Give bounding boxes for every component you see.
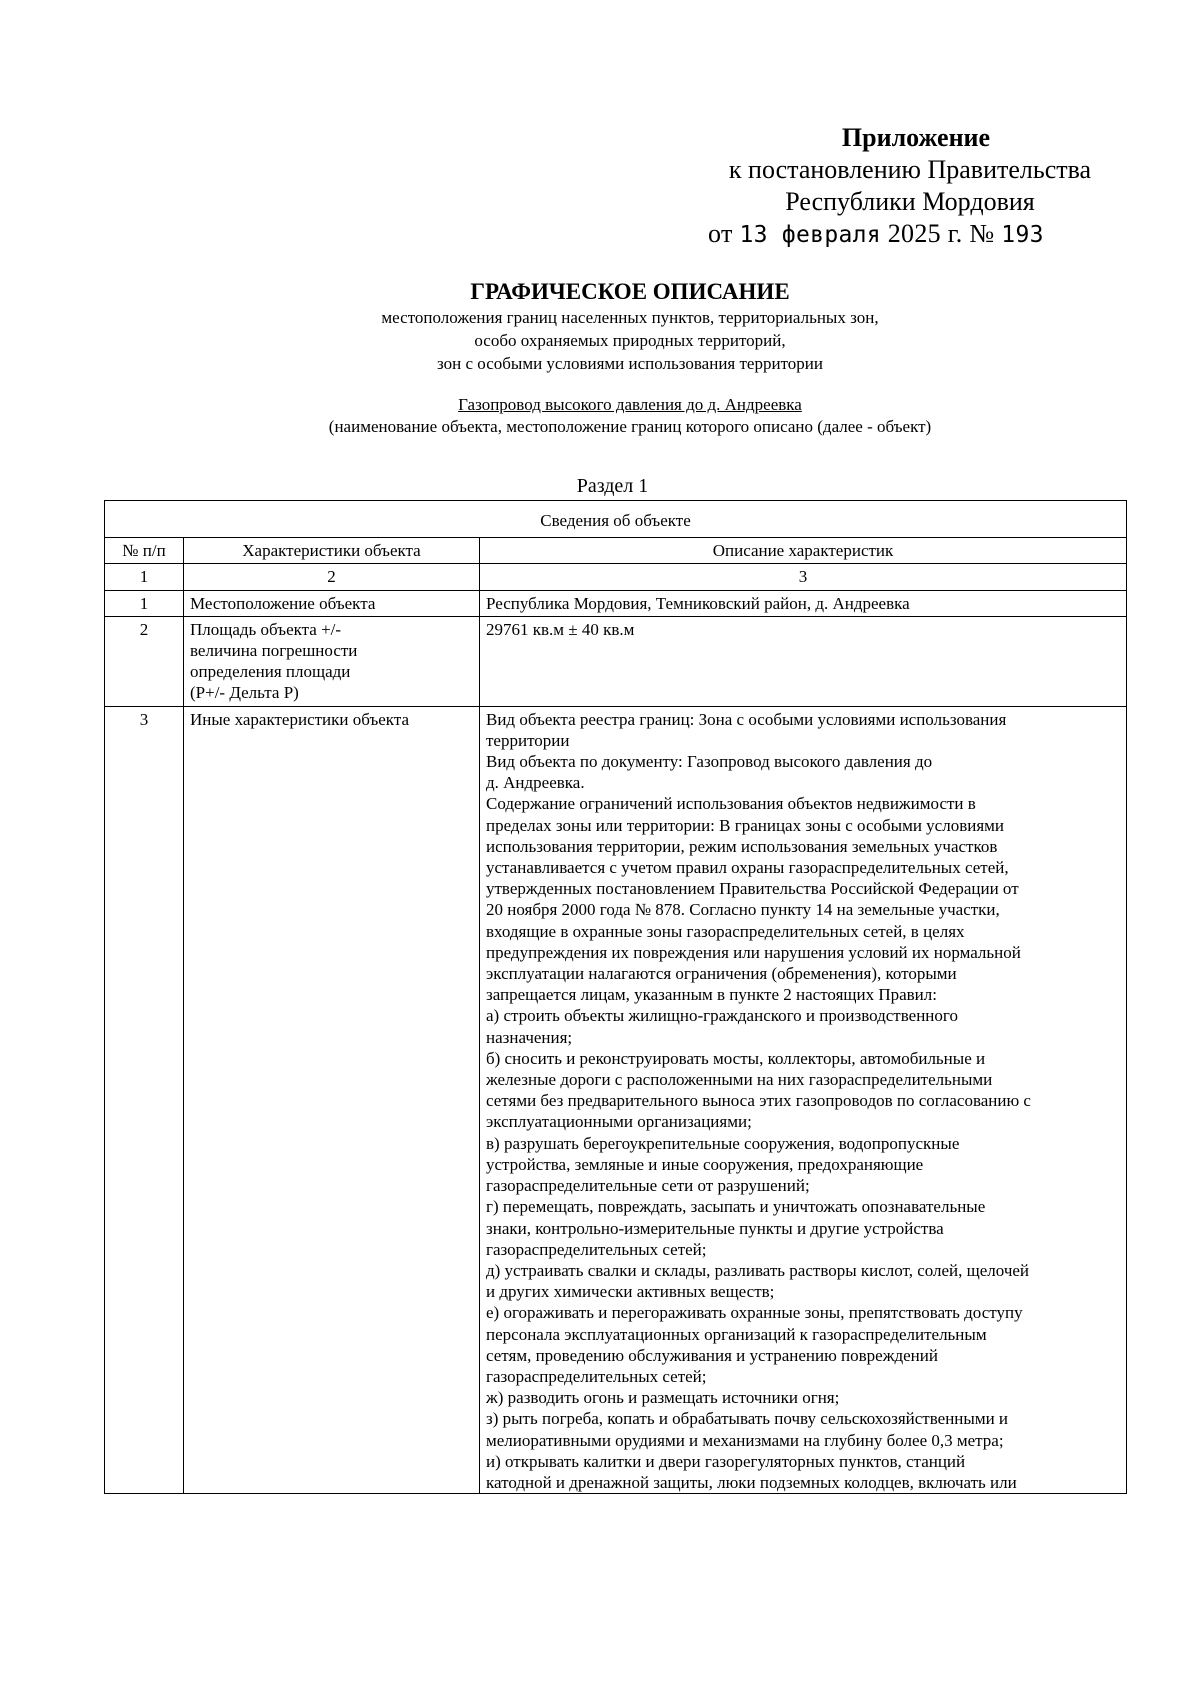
object-note: (наименование объекта, местоположение границ которого описано (далее - объект): [328, 417, 932, 436]
characteristic-line: Местоположение объекта: [190, 593, 376, 613]
description-line: территории: [486, 730, 570, 750]
description-line: сетями без предварительного выноса этих газопроводов по согласованию с: [486, 1091, 1031, 1111]
description-line: 29761 кв.м ± 40 кв.м: [486, 619, 635, 639]
description-line: Вид объекта реестра границ: Зона с особыми условиями использования: [486, 709, 1007, 729]
description-line: д) устраивать свалки и склады, разливать растворы кислот, солей, щелочей: [486, 1260, 1030, 1280]
header-num: № п/п: [105, 538, 184, 564]
col-number-3: 3: [480, 564, 1127, 590]
object-name: Газопровод высокого давления до д. Андреевка: [458, 395, 802, 414]
description-line: и других химически активных веществ;: [486, 1282, 775, 1302]
row-description: [480, 616, 1127, 706]
description-line: газораспределительных сетей;: [486, 1239, 707, 1259]
description-line: б) сносить и реконструировать мосты, коллекторы, автомобильные и: [486, 1048, 986, 1068]
description-line: в) разрушать берегоукрепительные сооружения, водопропускные: [486, 1133, 960, 1153]
col-number-2: 2: [184, 564, 480, 590]
date-year: 2025 г. №: [887, 219, 995, 248]
description-line: мелиоративными орудиями и механизмами на глубину более 0,3 метра;: [486, 1430, 1004, 1450]
appendix-line-2: Республики Мордовия: [785, 187, 1035, 216]
characteristic-line: (Р+/- Дельта Р): [190, 683, 299, 703]
decree-number: 193: [1001, 222, 1044, 248]
description-line: и) открывать калитки и двери газорегуляторных пунктов, станций: [486, 1451, 966, 1471]
description-line: а) строить объекты жилищно-гражданского и производственного: [486, 1006, 958, 1026]
description-line: эксплуатации налагаются ограничения (обременения), которыми: [486, 964, 957, 984]
table-caption-row: [105, 501, 1127, 538]
description-line: Республика Мордовия, Темниковский район, д. Андреевка: [486, 593, 910, 613]
characteristic-line: определения площади: [190, 662, 351, 682]
col-number-1: 1: [105, 564, 184, 590]
subtitle-line-2: особо охраняемых природных территорий,: [474, 331, 786, 350]
table-row: [105, 590, 1127, 616]
description-line: Содержание ограничений использования объектов недвижимости в: [486, 794, 976, 814]
subtitle-line-1: местоположения границ населенных пунктов, территориальных зон,: [381, 308, 879, 327]
header-description: Описание характеристик: [480, 538, 1127, 564]
subtitle-line-3: зон с особыми условиями использования территории: [437, 354, 823, 373]
description-line: персонала эксплуатационных организаций к газораспределительным: [486, 1324, 987, 1344]
appendix-block: [700, 122, 1120, 251]
table-row: [105, 706, 1127, 1494]
table-col-number-row: [105, 564, 1127, 590]
description-line: входящие в охранные зоны газораспределительных сетей, в целях: [486, 921, 965, 941]
description-line: з) рыть погреба, копать и обрабатывать почву сельскохозяйственными и: [486, 1409, 1009, 1429]
description-line: утвержденных постановлением Правительства Российской Федерации от: [486, 879, 1019, 899]
description-line: знаки, контрольно-измерительные пункты и другие устройства: [486, 1218, 944, 1238]
row-num: 1: [105, 590, 184, 616]
document-heading: [120, 278, 1140, 438]
description-line: назначения;: [486, 1027, 573, 1047]
table-row: [105, 616, 1127, 706]
description-line: д. Андреевка.: [486, 773, 585, 793]
section-title: Раздел 1: [576, 475, 649, 497]
header-characteristic: Характеристики объекта: [184, 538, 480, 564]
characteristic-line: Площадь объекта +/-: [190, 619, 342, 639]
description-line: устройства, земляные и иные сооружения, предохраняющие: [486, 1154, 924, 1174]
document-title: ГРАФИЧЕСКОЕ ОПИСАНИЕ: [470, 279, 790, 304]
row-characteristic: [184, 706, 480, 1494]
appendix-title: Приложение: [841, 123, 991, 152]
description-line: газораспределительных сетей;: [486, 1366, 707, 1386]
description-line: железные дороги с расположенными на них газораспределительными: [486, 1070, 993, 1090]
row-num: 3: [105, 706, 184, 1494]
description-line: использования территории, режим использования земельных участков: [486, 836, 998, 856]
object-info-table: [104, 500, 1127, 1494]
description-line: газораспределительные сети от разрушений;: [486, 1176, 810, 1196]
table-header-row: [105, 538, 1127, 564]
description-line: г) перемещать, повреждать, засыпать и уничтожать опознавательные: [486, 1197, 986, 1217]
date-prefix: от: [708, 219, 733, 248]
description-line: устанавливается с учетом правил охраны газораспределительных сетей,: [486, 858, 1009, 878]
characteristic-line: Иные характеристики объекта: [190, 709, 410, 729]
table-caption: Сведения об объекте: [105, 501, 1127, 538]
row-characteristic: [184, 616, 480, 706]
description-line: сетям, проведению обслуживания и устранению повреждений: [486, 1345, 938, 1365]
row-num: 2: [105, 616, 184, 706]
description-line: предупреждения их повреждения или нарушения условий их нормальной: [486, 942, 1021, 962]
description-line: запрещается лицам, указанным в пункте 2 настоящих Правил:: [486, 985, 937, 1005]
row-description: [480, 706, 1127, 1494]
appendix-line-1: к постановлению Правительства: [728, 155, 1092, 184]
description-line: Вид объекта по документу: Газопровод высокого давления до: [486, 752, 933, 772]
row-description: [480, 590, 1127, 616]
description-line: ж) разводить огонь и размещать источники огня;: [486, 1388, 840, 1408]
description-line: 20 ноября 2000 года № 878. Согласно пункту 14 на земельные участки,: [486, 900, 1000, 920]
characteristic-line: величина погрешности: [190, 641, 358, 661]
appendix-date: [700, 218, 1120, 251]
description-line: катодной и дренажной защиты, люки подземных колодцев, включать или: [486, 1472, 1017, 1492]
date-day-month: 13 февраля: [739, 222, 881, 248]
description-line: пределах зоны или территории: В границах зоны с особыми условиями: [486, 815, 1005, 835]
description-line: е) огораживать и перегораживать охранные зоны, препятствовать доступу: [486, 1303, 1023, 1323]
row-characteristic: [184, 590, 480, 616]
description-line: эксплуатационными организациями;: [486, 1112, 752, 1132]
